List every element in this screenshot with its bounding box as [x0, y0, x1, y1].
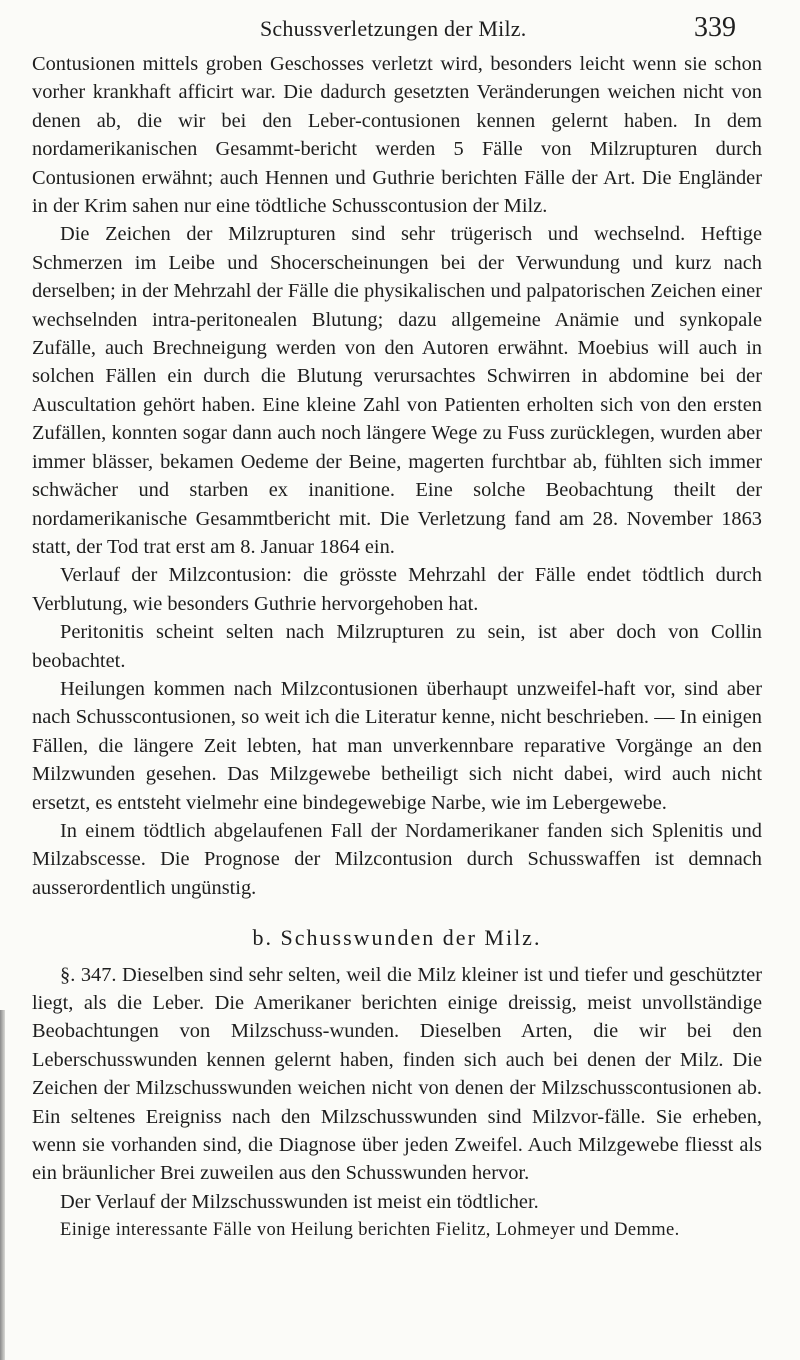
- scan-binding-shadow: [0, 1010, 5, 1360]
- paragraph-course-wounds: Der Verlauf der Milzschusswunden ist meist ein tödtlicher.: [60, 1190, 539, 1213]
- paragraph-signs: Die Zeichen der Milzrupturen sind sehr trügerisch und wechselnd. Heftige Schmerzen im Leibe und Shocerscheinungen bei der Verwundung und kurz nach derselben; in der Mehrzahl der Fälle die physikalischen und palpatorischen Zeichen einer wechselnden intra-peritonealen Blutung; dazu allgemeine Anämie und synkopale Zufälle, auch Brechneigung werden von den Autoren erwähnt. Moebius will auch in solchen Fällen ein durch die Blutung verursachtes Schwirren in abdomine bei der Auscultation gehört haben. Eine kleine Zahl von Patienten erholten sich von den ersten Zufällen, konnten sogar dann auch noch längere Wege zu Fuss zurücklegen, wurden aber immer blässer, bekamen Oedeme der Beine, magerten furchtbar ab, fühlten sich immer schwächer und starben ex inanitione. Eine solche Beobachtung theilt der nordamerikanische Gesammtbericht mit. Die Verletzung fand am 28. November 1863 statt, der Tod trat erst am 8. Januar 1864 ein.: [32, 223, 762, 558]
- paragraph-peritonitis: Peritonitis scheint selten nach Milzrupturen zu sein, ist aber doch von Collin beobachtet.: [32, 621, 762, 672]
- paragraph-course: Verlauf der Milzcontusion: die grösste Mehrzahl der Fälle endet tödtlich durch Verblutung, wie besonders Guthrie hervorgehoben hat.: [32, 564, 762, 615]
- paragraph-footnote: Einige interessante Fälle von Heilung berichten Fielitz, Lohmeyer und Demme.: [60, 1220, 680, 1241]
- paragraph-prognosis: In einem tödtlich abgelaufenen Fall der Nordamerikaner fanden sich Splenitis und Milzabscesse. Die Prognose der Milzcontusion durch Schusswaffen ist demnach ausserordentlich ungünstig.: [32, 819, 762, 899]
- paragraph-section-347: §. 347. Dieselben sind sehr selten, weil die Milz kleiner ist und tiefer und geschützter liegt, als die Leber. Die Amerikaner berichten einige dreissig, meist unvollständige Beobachtungen von Milzschuss-wunden. Dieselben Arten, die wir bei den Leberschusswunden kennen gelernt haben, finden sich auch bei denen der Milz. Die Zeichen der Milzschusswunden weichen nicht von denen der Milzschusscontusionen ab. Ein seltenes Ereigniss nach den Milzschusswunden sind Milzvor-fälle. Sie erheben, wenn sie vorhanden sind, die Diagnose über jeden Zweifel. Auch Milzgewebe fliesst als ein bräunlicher Brei zuweilen aus den Schusswunden hervor.: [32, 963, 762, 1185]
- page-number: 339: [694, 12, 736, 43]
- running-head: Schussverletzungen der Milz.: [260, 16, 527, 41]
- paragraph-contusion-intro: Contusionen mittels groben Geschosses verletzt wird, besonders leicht wenn sie schon vorher krankhaft afficirt war. Die dadurch gesetzten Veränderungen weichen nicht von denen ab, die wir bei den Leber-contusionen kennen gelernt haben. In dem nordamerikanischen Gesammt-bericht werden 5 Fälle von Milzrupturen durch Contusionen erwähnt; auch Hennen und Guthrie berichten Fälle der Art. Die Engländer in der Krim sahen nur eine tödtliche Schusscontusion der Milz.: [32, 53, 762, 218]
- body-text: [32, 50, 762, 1245]
- page-header: [0, 8, 800, 48]
- section-heading-b: b. Schusswunden der Milz.: [252, 925, 542, 951]
- paragraph-healing: Heilungen kommen nach Milzcontusionen überhaupt unzweifel-haft vor, sind aber nach Schusscontusionen, so weit ich die Literatur kenne, nicht beschrieben. — In einigen Fällen, die längere Zeit lebten, hat man unverkennbare reparative Vorgänge an den Milzwunden gesehen. Das Milzgewebe betheiligt sich nicht dabei, wird auch nicht ersetzt, es entsteht vielmehr eine bindegewebige Narbe, wie im Lebergewebe.: [32, 677, 762, 814]
